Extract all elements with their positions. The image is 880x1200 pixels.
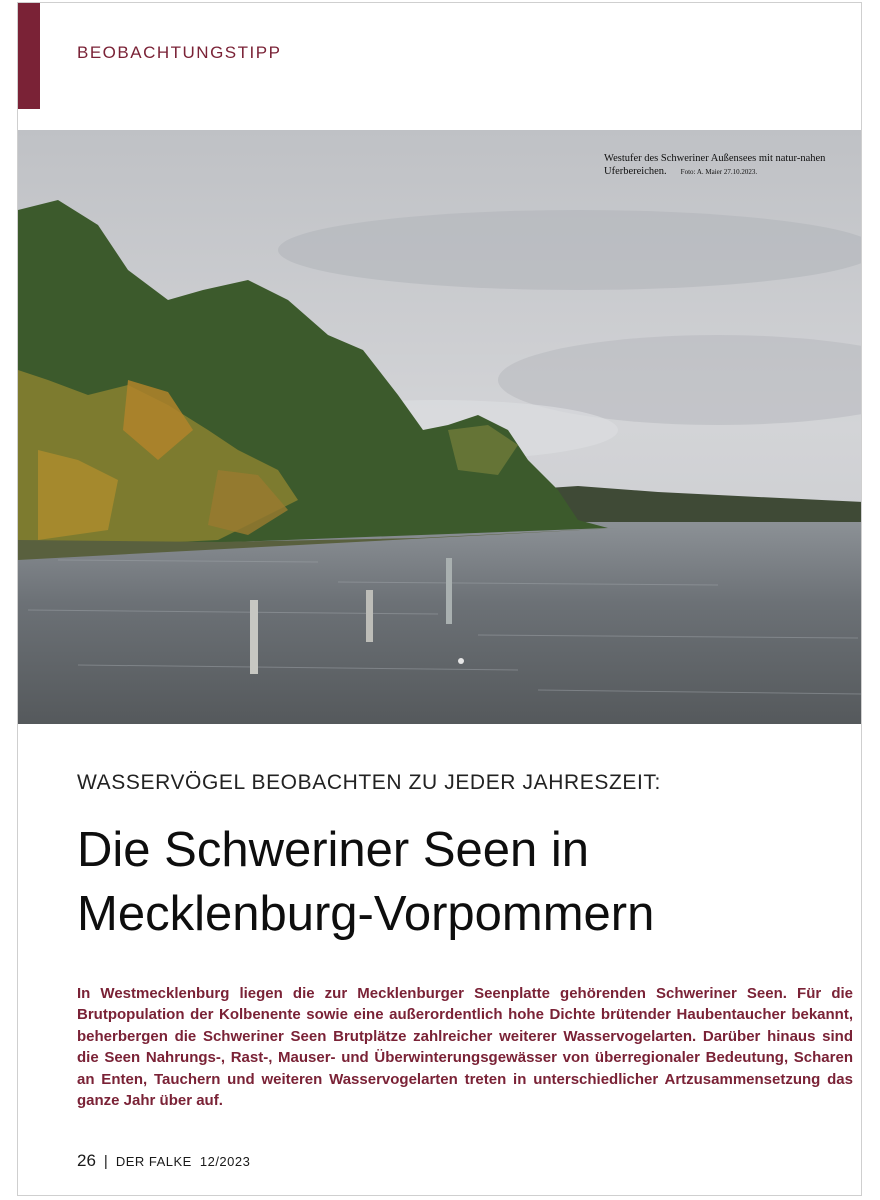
caption-credit: Foto: A. Maier 27.10.2023. bbox=[680, 168, 758, 176]
article-kicker: WASSERVÖGEL BEOBACHTEN ZU JEDER JAHRESZEIT: bbox=[77, 771, 661, 794]
caption-text: Westufer des Schweriner Außensees mit natur-nahen Uferbereichen. bbox=[604, 153, 826, 177]
photo-caption bbox=[604, 152, 839, 179]
headline-line-2: Mecklenburg-Vorpommern bbox=[77, 887, 655, 941]
section-label: BEOBACHTUNGSTIPP bbox=[77, 43, 282, 62]
article-headline bbox=[77, 818, 857, 946]
footer-separator: | bbox=[103, 1153, 108, 1170]
section-accent-bar bbox=[18, 3, 40, 109]
magazine-page bbox=[17, 2, 862, 1196]
magazine-name: DER FALKE bbox=[115, 1154, 192, 1169]
page-footer bbox=[77, 1151, 250, 1171]
article-lead-paragraph: In Westmecklenburg liegen die zur Mecklenburger Seenplatte gehörenden Schweriner Seen. Für die Brutpopulation der Kolbenente sowie eine außerordentlich hohe Dichte brütender Haubentaucher bekannt, beherbergen die Schweriner Seen Brutplätze zahlreicher weiterer Wasservogelarten. Darüber hinaus sind die Seen Nahrungs-, Rast-, Mauser- und Überwinterungsgewässer von überregionaler Bedeutung, Scharen an Enten, Tauchern und weiteren Wasservogelarten treten in unterschiedlicher Artzusammensetzung das ganze Jahr über auf. bbox=[77, 985, 853, 1110]
issue-number: 12/2023 bbox=[199, 1154, 251, 1169]
lake-shore-image bbox=[18, 130, 862, 724]
lake-photo bbox=[18, 130, 862, 724]
page-number: 26 bbox=[77, 1151, 96, 1170]
headline-line-1: Die Schweriner Seen in bbox=[77, 823, 590, 877]
